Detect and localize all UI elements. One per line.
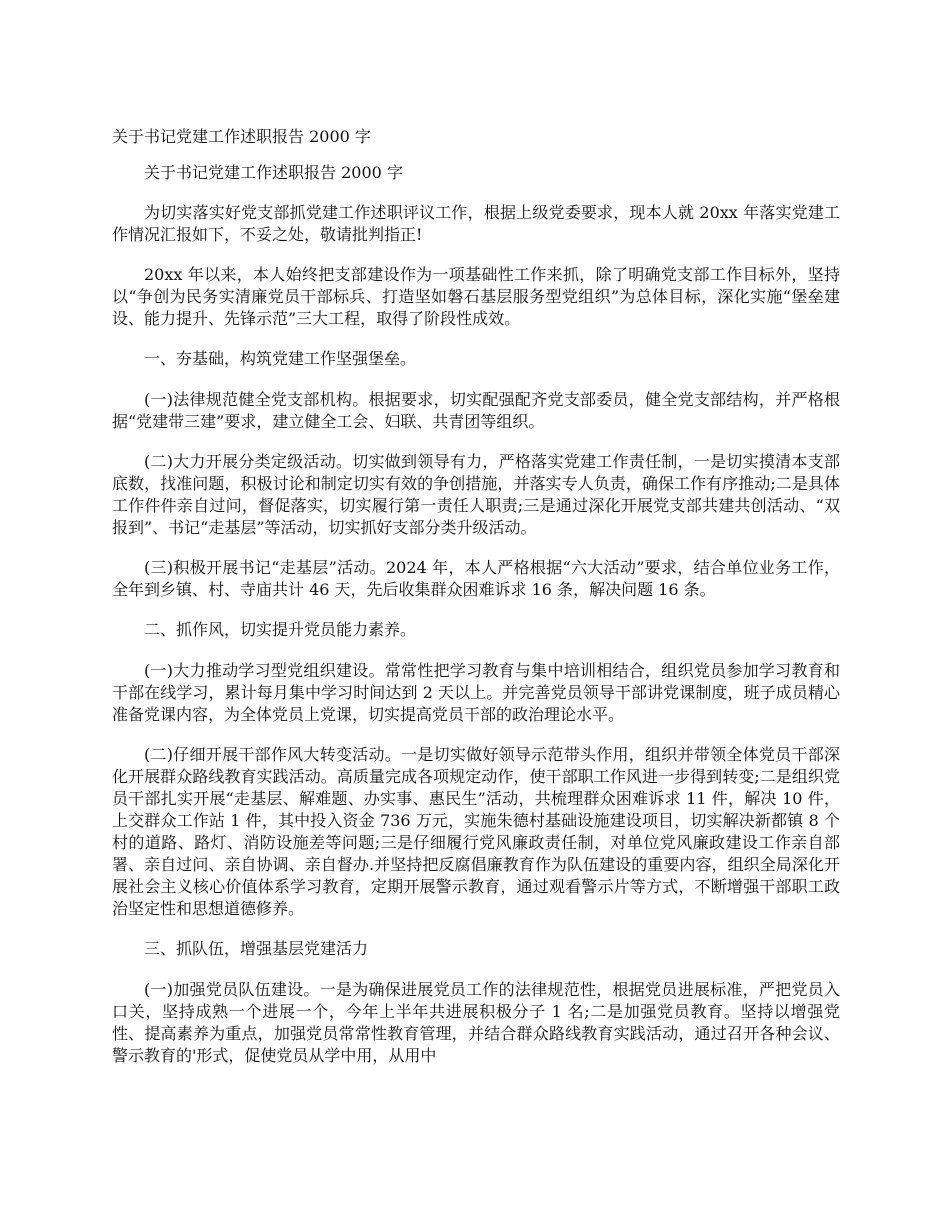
document-title: 关于书记党建工作述职报告 2000 字	[112, 127, 371, 146]
section-heading-2: 二、抓作风，切实提升党员能力素养。	[144, 620, 417, 639]
section-1-item-2: (二)大力开展分类定级活动。切实做到领导有力，严格落实党建工作责任制，一是切实摸清本支部底数，找准问题，积极讨论和制定切实有效的争创措施，并落实专人负责，确保工作有序推动;二是具体工作件件亲自过问，督促落实，切实履行第一责任人职责;三是通过深化开展党支部共建共创活动、“双报到”、书记“走基层”等活动，切实抓好支部分类升级活动。	[112, 452, 840, 537]
section-1-item-3: (三)积极开展书记“走基层”活动。2024 年，本人严格根据“六大活动”要求，结合单位业务工作，全年到乡镇、村、寺庙共计 46 天，先后收集群众困难诉求 16 条，解决问题 16 条。	[112, 558, 840, 599]
section-2-item-2: (二)仔细开展干部作风大转变活动。一是切实做好领导示范带头作用，组织并带领全体党员干部深化开展群众路线教育实践活动。高质量完成各项规定动作，使干部职工作风进一步得到转变;二是组织党员干部扎实开展“走基层、解难题、办实事、惠民生”活动，共梳理群众困难诉求 11 件，解决 10 件，上交群众工作站 1 件，其中投入资金 736 万元，实施朱德村基础设施建设项目，切实解决新都镇 8 个村的道路、路灯、消防设施差等问题;三是仔细履行党风廉政责任制，对单位党风廉政建设工作亲自部署、亲自过问、亲自协调、亲自督办.并坚持把反腐倡廉教育作为队伍建设的重要内容，组织全局深化开展社会主义核心价值体系学习教育，定期开展警示教育，通过观看警示片等方式，不断增强干部职工政治坚定性和思想道德修养。	[112, 745, 840, 918]
subtitle-paragraph: 关于书记党建工作述职报告 2000 字	[144, 163, 403, 182]
section-2-item-1: (一)大力推动学习型党组织建设。常常性把学习教育与集中培训相结合，组织党员参加学习教育和干部在线学习，累计每月集中学习时间达到 2 天以上。并完善党员领导干部讲党课制度，班子成员精心准备党课内容，为全体党员上党课，切实提高党员干部的政治理论水平。	[112, 661, 840, 724]
overview-paragraph: 20xx 年以来，本人始终把支部建设作为一项基础性工作来抓，除了明确党支部工作目标外，坚持以“争创为民务实清廉党员干部标兵、打造坚如磐石基层服务型党组织”为总体目标，深化实施“堡垒建设、能力提升、先锋示范”三大工程，取得了阶段性成效。	[112, 265, 840, 328]
section-heading-3: 三、抓队伍，增强基层党建活力	[144, 939, 369, 958]
intro-paragraph: 为切实落实好党支部抓党建工作述职评议工作，根据上级党委要求，现本人就 20xx 年落实党建工作情况汇报如下，不妥之处，敬请批判指正!	[112, 203, 840, 244]
document-body	[112, 162, 840, 1085]
section-1-item-1: (一)法律规范健全党支部机构。根据要求，切实配强配齐党支部委员，健全党支部结构，并严格根据“党建带三建”要求，建立健全工会、妇联、共青团等组织。	[112, 390, 840, 431]
section-3-item-1: (一)加强党员队伍建设。一是为确保进展党员工作的法律规范性，根据党员进展标准，严把党员入口关，坚持成熟一个进展一个，今年上半年共进展积极分子 1 名;二是加强党员教育。坚持以增强党性、提高素养为重点，加强党员常常性教育管理，并结合群众路线教育实践活动，通过召开各种会议、警示教育的'形式，促使党员从学中用，从用中	[112, 980, 840, 1065]
section-heading-1: 一、夯基础，构筑党建工作坚强堡垒。	[144, 349, 417, 368]
